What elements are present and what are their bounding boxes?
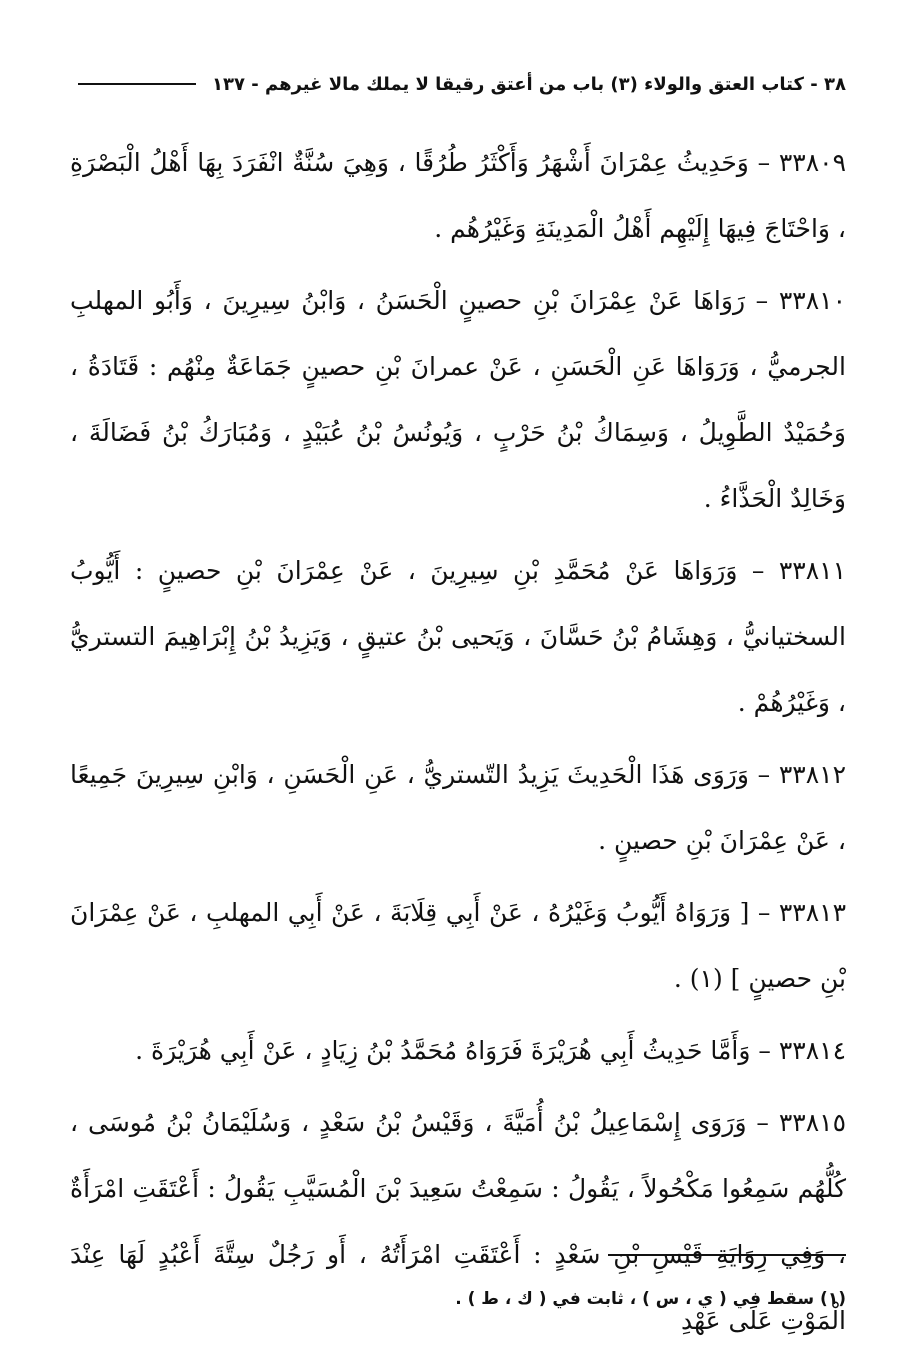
paragraph-number: ٣٣٨١٢ [778,760,846,789]
paragraph-text: – وَأَمَّا حَدِيثُ أَبِي هُرَيْرَةَ فَرَوَاهُ مُحَمَّدُ بْنُ زِيَادٍ ، عَنْ أَبِي هُرَيْرَةَ . [135,1036,771,1065]
paragraph-number: ٣٣٨١٣ [778,898,847,927]
paragraph-33813 [70,880,846,1012]
paragraph-text: – وَحَدِيثُ عِمْرَانَ أَشْهَرُ وَأَكْثَرُ طُرُقًا ، وَهِيَ سُنَّةٌ انْفَرَدَ بِهَا أَهْلُ الْبَصْرَةِ ، وَاحْتَاجَ فِيهَا إِلَيْهِم أَهْلُ الْمَدِينَةِ وَغَيْرُهُم . [70,148,846,243]
paragraph-number: ٣٣٨١١ [778,556,847,585]
paragraph-33810 [70,268,846,532]
main-text [70,130,846,1354]
paragraph-text: – وَرَوَاهَا عَنْ مُحَمَّدِ بْنِ سِيرِينَ ، عَنْ عِمْرَانَ بْنِ حصينٍ : أَيُّوبُ السختيانيُّ ، وَهِشَامُ بْنُ حَسَّانَ ، وَيَحيى بْنُ عتيقٍ ، وَيَزِيدُ بْنُ إِبْرَاهِيمَ التستريُّ ، وَغَيْرُهُمْ . [70,556,846,717]
running-header [78,64,846,104]
header-rule [78,83,196,85]
paragraph-text: – [ وَرَوَاهُ أَيُّوبُ وَغَيْرُهُ ، عَنْ أَبِي قِلَابَةَ ، عَنْ أَبِي المهلبِ ، عَنْ عِمْرَانَ بْنِ حصينٍ ] (١) . [70,898,846,993]
paragraph-number: ٣٣٨١٥ [778,1108,846,1137]
paragraph-number: ٣٣٨٠٩ [778,148,846,177]
paragraph-text: – وَرَوَى هَذَا الْحَدِيثَ يَزِيدُ التّستريُّ ، عَنِ الْحَسَنِ ، وَابْنِ سِيرِينَ جَمِيعًا ، عَنْ عِمْرَانَ بْنِ حصينٍ . [70,760,846,855]
footnote-rule [608,1254,846,1256]
paragraph-33809 [70,130,846,262]
paragraph-text: – رَوَاهَا عَنْ عِمْرَانَ بْنِ حصينٍ الْحَسَنُ ، وَابْنُ سِيرِينَ ، وَأَبُو المهلبِ الجرميُّ ، وَرَوَاهَا عَنِ الْحَسَنِ ، عَنْ عمرانَ بْنِ حصينٍ جَمَاعَةٌ مِنْهُم : قَتَادَةُ ، وَحُمَيْدٌ الطَّوِيلُ ، وَسِمَاكُ بْنُ حَرْبٍ ، وَيُونُسُ بْنُ عُبَيْدٍ ، وَمُبَارَكُ بْنُ فَضَالَةَ ، وَخَالِدٌ الْحَذَّاءُ . [70,286,846,513]
running-title: ٣٨ - كتاب العتق والولاء (٣) باب من أعتق رقيقا لا يملك مالا غيرهم - ١٣٧ [212,73,846,95]
paragraph-33814 [70,1018,846,1084]
paragraph-text: – وَرَوَى إِسْمَاعِيلُ بْنُ أُمَيَّةَ ، وَقَيْسُ بْنُ سَعْدٍ ، وَسُلَيْمَانُ بْنُ مُوسَى ، كُلُّهُم سَمِعُوا مَكْحُولاً ، يَقُولُ : سَمِعْتُ سَعِيدَ بْنَ الْمُسَيَّبِ يَقُولُ : أَعْتَقَتِ امْرَأَةٌ ، وَفِي رِوَايَةِ قَيْسِ بْنِ سَعْدٍ : أَعْتَقَتِ امْرَأَتُهُ ، أَو رَجُلٌ سِتَّةَ أَعْبُدٍ لَهَا عِنْدَ الْمَوْتِ عَلَى عَهْدِ [70,1108,846,1335]
paragraph-number: ٣٣٨١٤ [778,1036,846,1065]
paragraph-number: ٣٣٨١٠ [778,286,846,315]
paragraph-33811 [70,538,846,736]
paragraph-33812 [70,742,846,874]
footnote: (١) سقط في ( ي ، س ) ، ثابت في ( ك ، ط ) . [455,1289,846,1309]
